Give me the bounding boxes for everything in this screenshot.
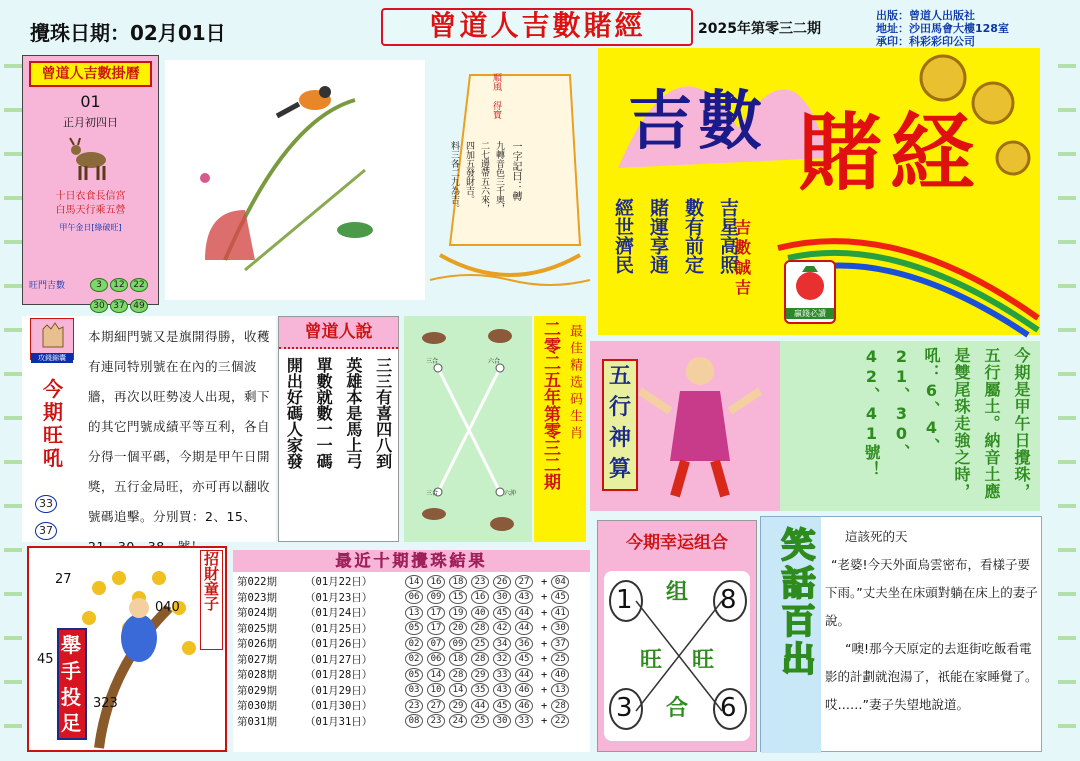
tree-side: 招財童子 <box>200 550 223 650</box>
result-ball: 42 <box>493 621 511 635</box>
result-ball: 36 <box>515 637 533 651</box>
page-title: 曾道人吉數賭經 <box>381 8 693 46</box>
plus-sign: + <box>541 653 548 666</box>
result-ball: 44 <box>515 621 533 635</box>
banner-badge: 贏錢必讀 <box>784 260 836 324</box>
banner-motto: 吉數誠吉 <box>735 218 752 297</box>
result-ball: 14 <box>449 683 467 697</box>
result-special-ball: 13 <box>551 683 569 697</box>
result-period: 第028期 <box>237 669 277 682</box>
sail-panel <box>430 55 590 300</box>
result-special-ball: 28 <box>551 699 569 713</box>
result-ball: 45 <box>493 699 511 713</box>
calendar-note: 甲午金日[綠破旺] <box>59 223 122 232</box>
result-ball: 15 <box>449 590 467 604</box>
result-date: （01月30日） <box>305 700 373 713</box>
result-ball: 33 <box>515 714 533 728</box>
wuxing-title: 五行神算 <box>608 364 631 482</box>
result-ball: 02 <box>405 652 423 666</box>
joke-text: 這該死的天 “老婆!今天外面烏雲密布，看樣子要下雨。”丈夫坐在床頭對躺在床上的妻子說。 “噢!那今天原定的去逛街吃飯看電影的計劃就泡湯了，祇能在家睡覺了。哎……”妻子失望地說道。 <box>825 529 1038 712</box>
result-row <box>237 698 590 714</box>
result-row <box>237 605 590 621</box>
result-date: （01月31日） <box>305 715 373 728</box>
bird-illustration <box>165 60 425 300</box>
result-ball: 08 <box>405 714 423 728</box>
result-ball: 14 <box>427 668 445 682</box>
result-ball: 16 <box>471 590 489 604</box>
result-ball: 33 <box>493 668 511 682</box>
result-ball: 29 <box>449 699 467 713</box>
result-ball: 28 <box>449 668 467 682</box>
result-period: 第022期 <box>237 576 277 589</box>
wangzhi-ball: 33 <box>35 495 57 513</box>
result-row <box>237 590 590 606</box>
result-ball: 43 <box>515 590 533 604</box>
result-period: 第031期 <box>237 715 277 728</box>
result-ball: 30 <box>493 590 511 604</box>
result-period: 第029期 <box>237 684 277 697</box>
plus-sign: + <box>541 622 548 635</box>
banner-verses: 吉星高照 數有前定 賭運享通 經世濟民 <box>612 198 739 274</box>
result-ball: 35 <box>471 683 489 697</box>
result-ball: 28 <box>471 621 489 635</box>
result-ball: 07 <box>427 637 445 651</box>
wuxing-text: 今期是甲午日攪珠，五行屬土。納音土應是雙尾珠走強之時，吼：6、4、21、30、42、41號！ <box>862 347 1031 500</box>
result-special-ball: 25 <box>551 652 569 666</box>
lunar-date: 正月初四日 <box>63 116 118 129</box>
result-period: 第024期 <box>237 607 277 620</box>
result-special-ball: 37 <box>551 637 569 651</box>
joke-panel <box>760 516 1042 752</box>
lucky-ball: 3 <box>90 278 108 292</box>
goat-icon <box>66 136 116 184</box>
say-columns: 三三有喜四八到 英雄本是馬上弓 單數就數一一碼 開出好碼人家發 <box>284 357 393 469</box>
result-ball: 09 <box>449 637 467 651</box>
plus-sign: + <box>541 715 548 728</box>
banner-title-2: 賭経 <box>798 104 983 202</box>
result-row <box>237 652 590 668</box>
publisher-info: 出版：曾道人出版社 地址：沙田馬會大樓128室 承印：科彩彩印公司 <box>876 9 1009 48</box>
tree-title-box <box>57 628 87 740</box>
result-ball: 44 <box>471 699 489 713</box>
result-ball: 25 <box>471 637 489 651</box>
left-border <box>4 44 22 751</box>
result-ball: 06 <box>405 590 423 604</box>
lucky-ball: 22 <box>130 278 148 292</box>
wangzhi-title: 今期旺吼 <box>43 377 63 470</box>
wuxing-image-panel <box>590 341 780 511</box>
money-bag-icon <box>786 262 834 304</box>
zodiac-label-4: 六沖 <box>504 490 517 497</box>
result-date: （01月29日） <box>305 684 373 697</box>
sail-top: 順風 得寶 <box>491 73 501 119</box>
result-ball: 05 <box>405 621 423 635</box>
wuxing-text-panel <box>780 341 1040 511</box>
result-ball: 03 <box>405 683 423 697</box>
result-period: 第027期 <box>237 653 277 666</box>
result-ball: 13 <box>405 606 423 620</box>
result-ball: 14 <box>405 575 423 589</box>
plus-sign: + <box>541 699 548 712</box>
zodiac-label-2: 六合 <box>488 358 501 365</box>
lucky-center-right: 旺 <box>692 648 715 673</box>
lucky-ball: 49 <box>130 299 148 313</box>
result-ball: 46 <box>515 699 533 713</box>
zodiac-panel <box>404 316 532 542</box>
calendar-day: 01 <box>80 92 101 111</box>
result-ball: 43 <box>493 683 511 697</box>
result-row <box>237 621 590 637</box>
result-ball: 02 <box>405 637 423 651</box>
result-ball: 16 <box>427 575 445 589</box>
result-ball: 40 <box>471 606 489 620</box>
lucky-num-2: 8 <box>720 585 737 615</box>
result-row <box>237 574 590 590</box>
result-ball: 18 <box>449 575 467 589</box>
result-ball: 26 <box>493 575 511 589</box>
results-title: 最近十期攪珠結果 <box>233 550 590 572</box>
result-date: （01月25日） <box>305 622 373 635</box>
right-border <box>1058 44 1076 751</box>
wangzhi-text: 本期細門號又是旗開得勝，收穫有連同特別號在在內的三個波牆，再次以旺勢凌人出現，剩下的其它門號成績平等互利，各自分得一個平碼，今期是甲午日開獎，五行金局旺，亦可再以翻收號碼追擊。分別買：2、15、 <box>88 329 271 524</box>
plus-sign: + <box>541 591 548 604</box>
draw-date: 攪珠日期：02月01日 <box>30 21 226 45</box>
result-ball: 05 <box>405 668 423 682</box>
lucky-center-left: 旺 <box>640 648 663 673</box>
wuxing-title-box <box>602 359 638 491</box>
tree-title: 舉手投足 <box>61 633 81 735</box>
wangzhi-balls <box>35 492 65 546</box>
result-special-ball: 04 <box>551 575 569 589</box>
plus-sign: + <box>541 606 548 619</box>
result-ball: 20 <box>449 621 467 635</box>
lucky-balls <box>89 272 157 314</box>
result-ball: 09 <box>427 590 445 604</box>
tree-number-3: 45 <box>37 652 54 667</box>
result-row <box>237 714 590 730</box>
calendar-title: 曾道人吉數掛曆 <box>29 61 152 87</box>
result-ball: 32 <box>493 652 511 666</box>
say-title: 曾道人說 <box>279 317 398 349</box>
result-date: （01月22日） <box>305 576 373 589</box>
result-ball: 45 <box>515 652 533 666</box>
result-row <box>237 636 590 652</box>
zodiac-side-panel <box>534 316 586 542</box>
sail-text: 一字記曰：轉 九轉音色三千奧， 二七邊帶五六來， 四加五發財吉。 料三各二九為吉。 <box>449 141 521 213</box>
calendar-poem: 十日衣食長信宮 白馬天行乘五營 <box>55 191 126 216</box>
zodiac-side: 最佳精选码生肖 <box>567 324 582 443</box>
result-ball: 28 <box>471 652 489 666</box>
result-ball: 19 <box>449 606 467 620</box>
issue-label: 2025年第零三二期 <box>698 21 821 37</box>
lucky-num-3: 3 <box>616 693 633 723</box>
say-panel <box>278 316 399 542</box>
result-period: 第025期 <box>237 622 277 635</box>
wangzhi-ball: 37 <box>35 522 57 540</box>
result-ball: 23 <box>405 699 423 713</box>
result-ball: 23 <box>427 714 445 728</box>
calendar-panel <box>22 55 159 311</box>
result-ball: 17 <box>427 621 445 635</box>
result-row <box>237 683 590 699</box>
lucky-center-bottom: 合 <box>666 696 689 721</box>
result-period: 第023期 <box>237 591 277 604</box>
result-ball: 17 <box>427 606 445 620</box>
result-ball: 18 <box>449 652 467 666</box>
banner-panel <box>598 48 1040 335</box>
lucky-label: 旺門吉數 <box>29 281 66 291</box>
result-special-ball: 22 <box>551 714 569 728</box>
result-ball: 24 <box>449 714 467 728</box>
result-ball: 27 <box>427 699 445 713</box>
lucky-ball: 30 <box>90 299 108 313</box>
lucky-num-4: 6 <box>720 693 737 723</box>
zodiac-red-title: 二零二五年第零三二期 <box>540 320 560 490</box>
result-ball: 30 <box>493 714 511 728</box>
results-panel <box>233 550 590 752</box>
wangzhi-panel <box>22 316 276 542</box>
result-date: （01月23日） <box>305 591 373 604</box>
zodiac-label-1: 三合 <box>426 358 439 365</box>
result-ball: 34 <box>493 637 511 651</box>
result-ball: 23 <box>471 575 489 589</box>
result-ball: 45 <box>493 606 511 620</box>
result-row <box>237 667 590 683</box>
tree-number-1: 27 <box>55 572 72 587</box>
plus-sign: + <box>541 684 548 697</box>
lucky-ball: 37 <box>110 299 128 313</box>
tree-number-4: 323 <box>93 696 118 711</box>
banner-title-1: 吉數 <box>628 85 768 159</box>
result-date: （01月27日） <box>305 653 373 666</box>
lucky-title: 今期幸运组合 <box>626 533 728 553</box>
result-special-ball: 40 <box>551 668 569 682</box>
result-ball: 29 <box>471 668 489 682</box>
lucky-num-1: 1 <box>616 585 633 615</box>
result-date: （01月24日） <box>305 607 373 620</box>
result-ball: 27 <box>515 575 533 589</box>
result-ball: 44 <box>515 668 533 682</box>
lucky-panel <box>597 520 757 752</box>
result-ball: 10 <box>427 683 445 697</box>
result-ball: 44 <box>515 606 533 620</box>
hand-icon: 攻錢錦囊 <box>30 318 74 360</box>
joke-title: 笑話百出 <box>775 527 815 679</box>
result-ball: 06 <box>427 652 445 666</box>
result-period: 第026期 <box>237 638 277 651</box>
result-date: （01月28日） <box>305 669 373 682</box>
tree-panel <box>27 546 227 752</box>
result-special-ball: 45 <box>551 590 569 604</box>
result-ball: 46 <box>515 683 533 697</box>
plus-sign: + <box>541 575 548 588</box>
result-special-ball: 41 <box>551 606 569 620</box>
lucky-center-top: 组 <box>666 580 689 605</box>
zodiac-label-3: 三合 <box>426 490 439 497</box>
result-special-ball: 30 <box>551 621 569 635</box>
plus-sign: + <box>541 668 548 681</box>
lucky-ball: 12 <box>110 278 128 292</box>
tree-number-2: 040 <box>155 600 180 615</box>
result-period: 第030期 <box>237 700 277 713</box>
results-table <box>233 572 590 729</box>
plus-sign: + <box>541 637 548 650</box>
result-ball: 25 <box>471 714 489 728</box>
result-date: （01月26日） <box>305 638 373 651</box>
